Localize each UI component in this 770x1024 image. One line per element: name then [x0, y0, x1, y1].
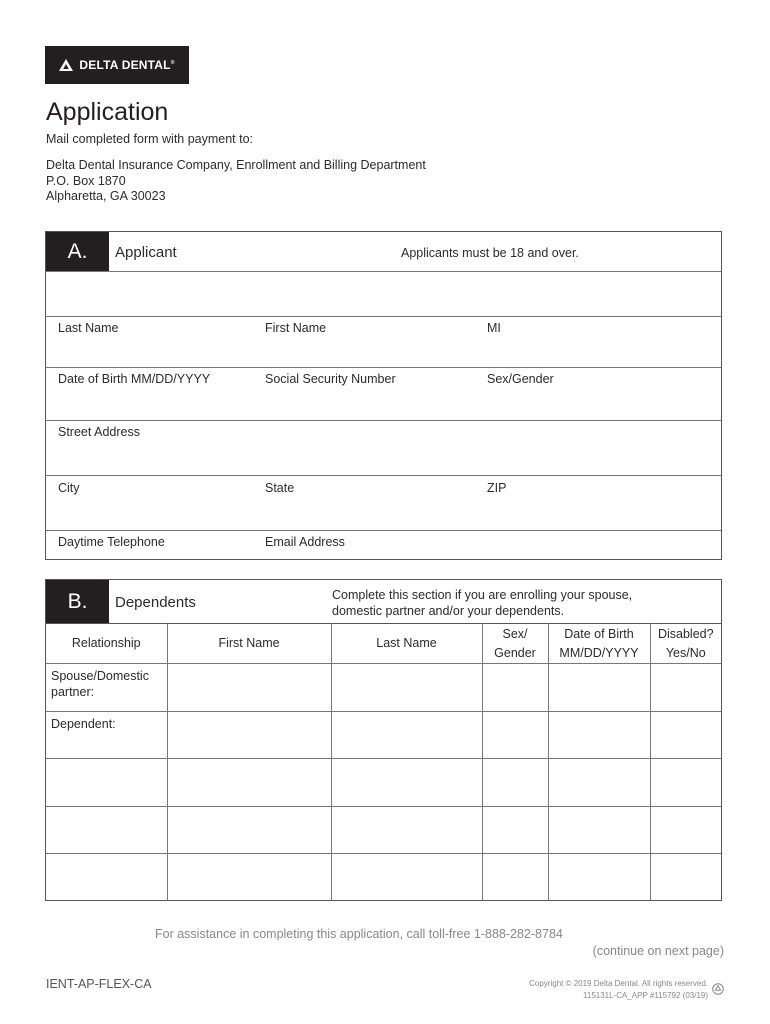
- divider: [46, 475, 721, 476]
- copyright-block: [529, 978, 708, 1002]
- col-sex-gender: Sex/ Gender: [482, 624, 548, 664]
- copyright-text: Copyright © 2019 Delta Dental. All rights reserved.: [529, 979, 708, 988]
- table-header-row: [46, 624, 721, 664]
- dob-cell[interactable]: [548, 806, 650, 854]
- section-letter: A.: [46, 232, 109, 272]
- dob-field[interactable]: Date of Birth MM/DD/YYYY: [58, 372, 211, 386]
- recycle-icon: [712, 983, 724, 995]
- delta-dental-logo: [45, 46, 189, 84]
- dob-cell[interactable]: [548, 759, 650, 807]
- sex-gender-cell[interactable]: [482, 854, 548, 902]
- col-disabled: Disabled? Yes/No: [650, 624, 721, 664]
- col-relationship: Relationship: [46, 624, 167, 664]
- zip-field[interactable]: ZIP: [487, 481, 507, 495]
- dob-cell[interactable]: [548, 711, 650, 759]
- last-name-cell[interactable]: [331, 759, 482, 807]
- sex-gender-cell[interactable]: [482, 806, 548, 854]
- mailing-address: [46, 158, 426, 205]
- divider: [46, 420, 721, 421]
- delta-triangle-icon: [59, 59, 73, 71]
- email-address-field[interactable]: Email Address: [265, 535, 345, 549]
- divider: [46, 367, 721, 368]
- first-name-cell[interactable]: [167, 806, 331, 854]
- divider: [46, 530, 721, 531]
- section-applicant: [45, 231, 722, 560]
- dependents-table: [46, 623, 721, 901]
- address-line: Delta Dental Insurance Company, Enrollment and Billing Department: [46, 158, 426, 172]
- first-name-cell[interactable]: [167, 711, 331, 759]
- sex-gender-cell[interactable]: [482, 759, 548, 807]
- table-row: [46, 664, 721, 712]
- divider: [46, 316, 721, 317]
- disabled-cell[interactable]: [650, 664, 721, 712]
- state-field[interactable]: State: [265, 481, 295, 495]
- relationship-cell[interactable]: [46, 806, 167, 854]
- disabled-cell[interactable]: [650, 759, 721, 807]
- last-name-field[interactable]: Last Name: [58, 321, 119, 335]
- relationship-cell[interactable]: [46, 759, 167, 807]
- address-line: P.O. Box 1870: [46, 173, 126, 188]
- col-last-name: Last Name: [331, 624, 482, 664]
- section-title: Applicant: [115, 244, 177, 261]
- daytime-telephone-field[interactable]: Daytime Telephone: [58, 535, 165, 549]
- disabled-cell[interactable]: [650, 806, 721, 854]
- section-title: Dependents: [115, 594, 196, 611]
- relationship-cell[interactable]: Spouse/Domestic partner:: [46, 664, 167, 712]
- dob-cell[interactable]: [548, 664, 650, 712]
- last-name-cell[interactable]: [331, 711, 482, 759]
- sex-gender-field[interactable]: Sex/Gender: [487, 372, 554, 386]
- section-note: Complete this section if you are enrolling your spouse, domestic partner and/or your dependents.: [332, 588, 633, 618]
- first-name-field[interactable]: First Name: [265, 321, 327, 335]
- table-row: [46, 711, 721, 759]
- street-address-field[interactable]: Street Address: [58, 425, 140, 439]
- disabled-cell[interactable]: [650, 854, 721, 902]
- col-date-of-birth: Date of Birth MM/DD/YYYY: [548, 624, 650, 664]
- first-name-cell[interactable]: [167, 759, 331, 807]
- table-row: [46, 854, 721, 902]
- section-note: Applicants must be 18 and over.: [401, 246, 579, 260]
- first-name-cell[interactable]: [167, 854, 331, 902]
- address-line: Alpharetta, GA 30023: [46, 189, 166, 203]
- continue-note: (continue on next page): [592, 944, 724, 958]
- sex-gender-cell[interactable]: [482, 664, 548, 712]
- dob-cell[interactable]: [548, 854, 650, 902]
- relationship-cell[interactable]: Dependent:: [46, 711, 167, 759]
- mail-instruction: Mail completed form with payment to:: [46, 132, 254, 146]
- table-row: [46, 806, 721, 854]
- form-code: IENT-AP-FLEX-CA: [46, 977, 152, 991]
- form-number: 115131L-CA_APP #115792 (03/19): [583, 991, 708, 1000]
- section-dependents: [45, 579, 722, 901]
- last-name-cell[interactable]: [331, 806, 482, 854]
- first-name-cell[interactable]: [167, 664, 331, 712]
- mi-field[interactable]: MI: [487, 321, 501, 335]
- relationship-cell[interactable]: [46, 854, 167, 902]
- ssn-field[interactable]: Social Security Number: [265, 372, 396, 386]
- col-first-name: First Name: [167, 624, 331, 664]
- sex-gender-cell[interactable]: [482, 711, 548, 759]
- city-field[interactable]: City: [58, 481, 80, 495]
- table-row: [46, 759, 721, 807]
- assistance-text: For assistance in completing this application, call toll-free 1-888-282-8784: [155, 927, 563, 941]
- section-letter: B.: [46, 580, 109, 623]
- logo-text: DELTA DENTAL®: [79, 58, 175, 72]
- last-name-cell[interactable]: [331, 854, 482, 902]
- last-name-cell[interactable]: [331, 664, 482, 712]
- disabled-cell[interactable]: [650, 711, 721, 759]
- divider: [46, 271, 721, 272]
- page-title: Application: [46, 98, 169, 126]
